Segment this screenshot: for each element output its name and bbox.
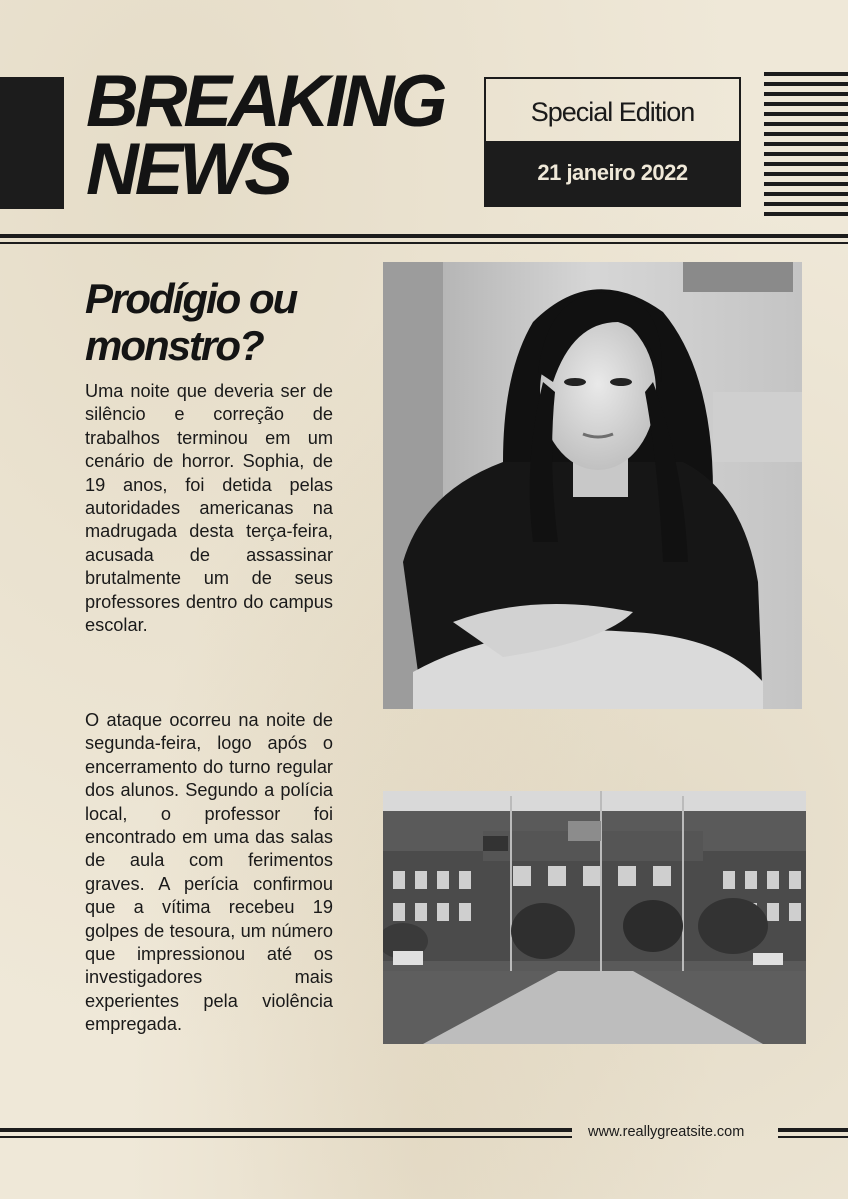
school-building-photo bbox=[383, 791, 806, 1044]
website-link[interactable]: www.reallygreatsite.com bbox=[588, 1124, 745, 1140]
article-headline bbox=[85, 275, 355, 369]
masthead-line-1: BREAKING bbox=[86, 61, 444, 142]
article-paragraph-2: O ataque ocorreu na noite de segunda-feira, logo após o encerramento do turno regular dos alunos. Segundo a polícia local, o professor foi encontrado em uma das salas de aula com ferimentos graves. A perícia confirmou que a vítima recebeu 19 golpes de tesoura, um número que impressionou até os investigadores mais experientes pela violência empregada. bbox=[85, 710, 333, 1035]
edition-date: 21 janeiro 2022 bbox=[486, 141, 739, 205]
masthead-title bbox=[86, 61, 476, 210]
edition-label: Special Edition bbox=[530, 96, 695, 127]
headline-line-1: Prodígio ou bbox=[85, 275, 297, 322]
decorative-stripes bbox=[764, 72, 848, 224]
footer-rule-thin bbox=[0, 1136, 572, 1138]
portrait-photo bbox=[383, 262, 802, 709]
decorative-black-block bbox=[0, 77, 64, 209]
footer-rule bbox=[0, 1128, 572, 1132]
footer-rule-right-thin bbox=[778, 1136, 848, 1138]
header-rule-thin bbox=[0, 242, 848, 244]
masthead-line-2: NEWS bbox=[86, 129, 289, 210]
portrait-photo-illustration bbox=[383, 262, 802, 709]
edition-box bbox=[484, 77, 741, 207]
footer-rule-right bbox=[778, 1128, 848, 1132]
school-building-illustration bbox=[383, 791, 806, 1044]
headline-line-2: monstro? bbox=[85, 322, 263, 369]
header-rule bbox=[0, 234, 848, 238]
article-paragraph-1: Uma noite que deveria ser de silêncio e correção de trabalhos terminou em um cenário de horror. Sophia, de 19 anos, foi detida pelas autoridades americanas na madrugada desta terça-feira, acusada de assassinar brutalmente um de seus professores dentro do campus escolar. bbox=[85, 381, 333, 636]
